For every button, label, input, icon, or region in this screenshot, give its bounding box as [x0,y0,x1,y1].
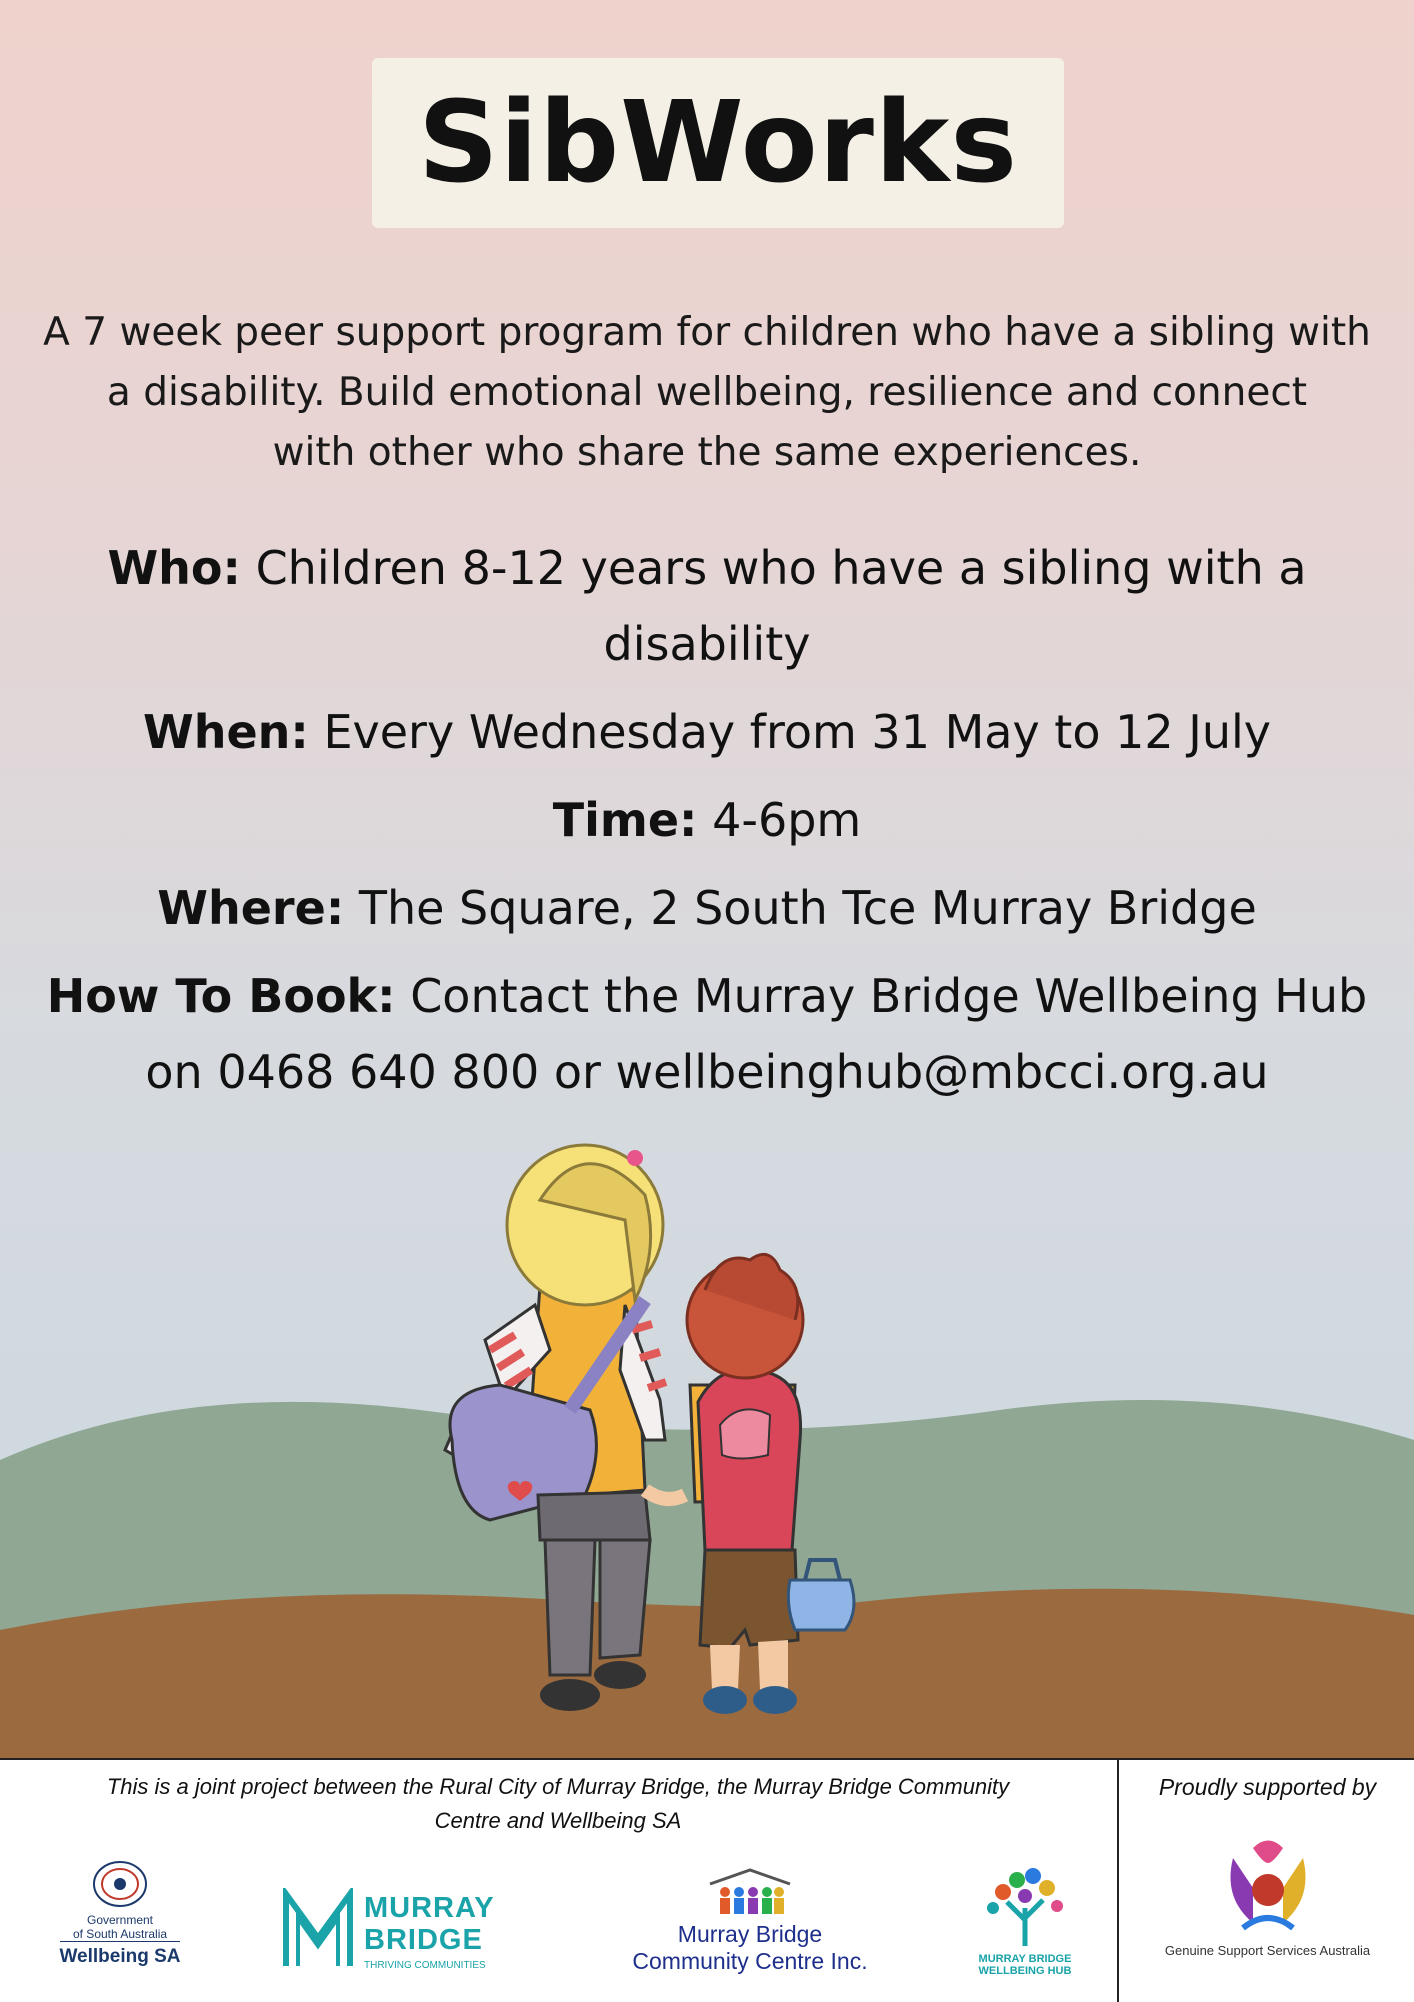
footer [0,1758,1414,2002]
title-box [372,58,1064,228]
children-illustration [420,1110,1020,1750]
detail-time [20,782,1394,858]
mbcc-line: Murray Bridge [677,1921,823,1947]
gov-line: Government [86,1913,154,1927]
detail-who [20,530,1394,682]
community-centre-people-icon [705,1868,795,1916]
detail-label: How To Book: [46,969,396,1023]
mbcc-line: Community Centre Inc. [632,1948,868,1974]
boy-figure [645,1254,854,1714]
detail-value: Children 8-12 years who have a sibling with a [255,541,1307,595]
mb-tagline: THRIVING COMMUNITIES [364,1960,486,1971]
detail-label: When: [143,705,309,759]
detail-value: Contact the Murray Bridge Wellbeing Hub [410,969,1368,1023]
wellbeing-hub-logo [960,1862,1090,1977]
intro-paragraph [40,303,1374,483]
hub-line: MURRAY BRIDGE [978,1953,1072,1965]
detail-label: Time: [552,793,698,847]
wellbeing-sa-name: Wellbeing SA [59,1946,181,1967]
detail-value: The Square, 2 South Tce Murray Bridge [358,881,1257,935]
murray-bridge-m-icon [280,1888,356,1970]
wellbeing-hub-tree-icon [977,1862,1073,1948]
hub-line: WELLBEING HUB [978,1965,1072,1977]
intro-line: a disability. Build emotional wellbeing, resilience and connect [106,370,1308,415]
gov-line: of South Australia [60,1927,180,1942]
page-title: SibWorks [417,78,1019,208]
event-details [20,530,1394,1122]
detail-value: Every Wednesday from 31 May to 12 July [323,705,1271,759]
intro-line: with other who share the same experiences. [272,430,1142,475]
gssa-logo-icon [1213,1828,1323,1938]
joint-project-text [10,1770,1106,1838]
intro-line: A 7 week peer support program for children who have a sibling with [43,310,1371,355]
detail-when [20,694,1394,770]
gssa-name: Genuine Support Services Australia [1164,1943,1371,1958]
murray-bridge-logo [280,1888,520,1978]
mb-line: BRIDGE [364,1924,483,1956]
detail-label: Where: [157,881,345,935]
joint-project-line: This is a joint project between the Rural City of Murray Bridge, the Murray Bridge Community [106,1774,1010,1799]
detail-value: 4-6pm [712,793,862,847]
footer-partners [0,1760,1116,2002]
detail-label: Who: [107,541,241,595]
detail-booking [20,958,1394,1110]
mb-line: MURRAY [364,1892,495,1924]
community-centre-logo [600,1868,900,1975]
gssa-logo [1119,1828,1414,1958]
detail-value: on 0468 640 800 or wellbeinghub@mbcci.org.au [145,1045,1269,1099]
detail-value: disability [603,617,811,671]
footer-supporter [1117,1760,1414,2002]
wellbeing-sa-logo [20,1860,220,1968]
joint-project-line: Centre and Wellbeing SA [434,1808,682,1833]
proudly-supported-text: Proudly supported by [1158,1774,1377,1800]
gov-sa-crest-icon [90,1860,150,1908]
detail-where [20,870,1394,946]
girl-figure [445,1145,666,1711]
